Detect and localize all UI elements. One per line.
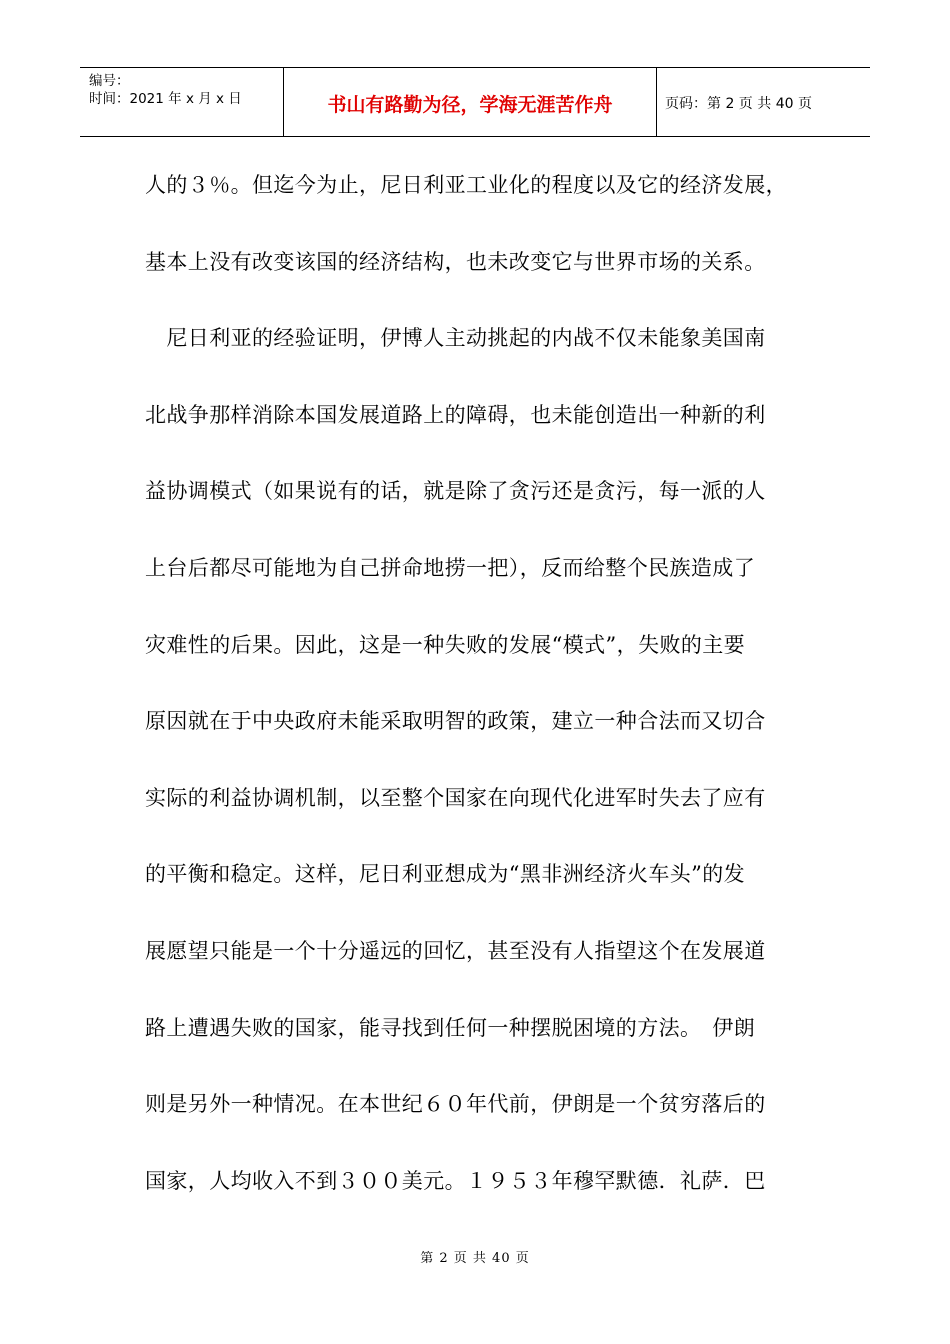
page-footer: 第 2 页 共 40 页 <box>420 1251 530 1266</box>
text-line: 则是另外一种情况。在本世纪６０年代前，伊朗是一个贫穷落后的 <box>145 1092 766 1117</box>
header-meta-cell <box>80 68 284 136</box>
header-page-code: 页码：第 2 页 共 40 页 <box>665 96 812 112</box>
text-line: 路上遭遇失败的国家，能寻找到任何一种摆脱困境的方法。 伊朗 <box>145 1015 756 1040</box>
text-line: 基本上没有改变该国的经济结构，也未改变它与世界市场的关系。 <box>145 249 766 274</box>
document-id-label: 编号： <box>89 73 130 89</box>
text-line: 展愿望只能是一个十分遥远的回忆，甚至没有人指望这个在发展道 <box>145 938 766 963</box>
header-motto-cell <box>284 68 657 136</box>
header-page-cell <box>657 68 870 136</box>
text-line: 原因就在于中央政府未能采取明智的政策，建立一种合法而又切合 <box>145 709 766 734</box>
text-line: 人的３％。但迄今为止，尼日利亚工业化的程度以及它的经济发展， <box>145 173 787 197</box>
document-header <box>80 67 870 137</box>
text-line: 北战争那样消除本国发展道路上的障碍，也未能创造出一种新的利 <box>145 402 766 427</box>
text-line: 的平衡和稳定。这样，尼日利亚想成为“黑非洲经济火车头”的发 <box>145 862 746 887</box>
document-date: 时间：2021 年 x 月 x 日 <box>89 91 242 107</box>
header-motto: 书山有路勤为径，学海无涯苦作舟 <box>327 94 613 116</box>
text-line: 国家，人均收入不到３００美元。１９５３年穆罕默德．礼萨．巴 <box>145 1168 766 1193</box>
text-line: 益协调模式（如果说有的话，就是除了贪污还是贪污，每一派的人 <box>145 479 766 504</box>
text-line: 实际的利益协调机制，以至整个国家在向现代化进军时失去了应有 <box>145 785 766 810</box>
body-text <box>145 157 805 1229</box>
text-line: 上台后都尽可能地为自己拼命地捞一把），反而给整个民族造成了 <box>145 555 756 580</box>
text-line: 尼日利亚的经验证明，伊博人主动挑起的内战不仅未能象美国南 <box>145 326 766 351</box>
text-line: 灾难性的后果。因此，这是一种失败的发展“模式”，失败的主要 <box>145 632 746 657</box>
